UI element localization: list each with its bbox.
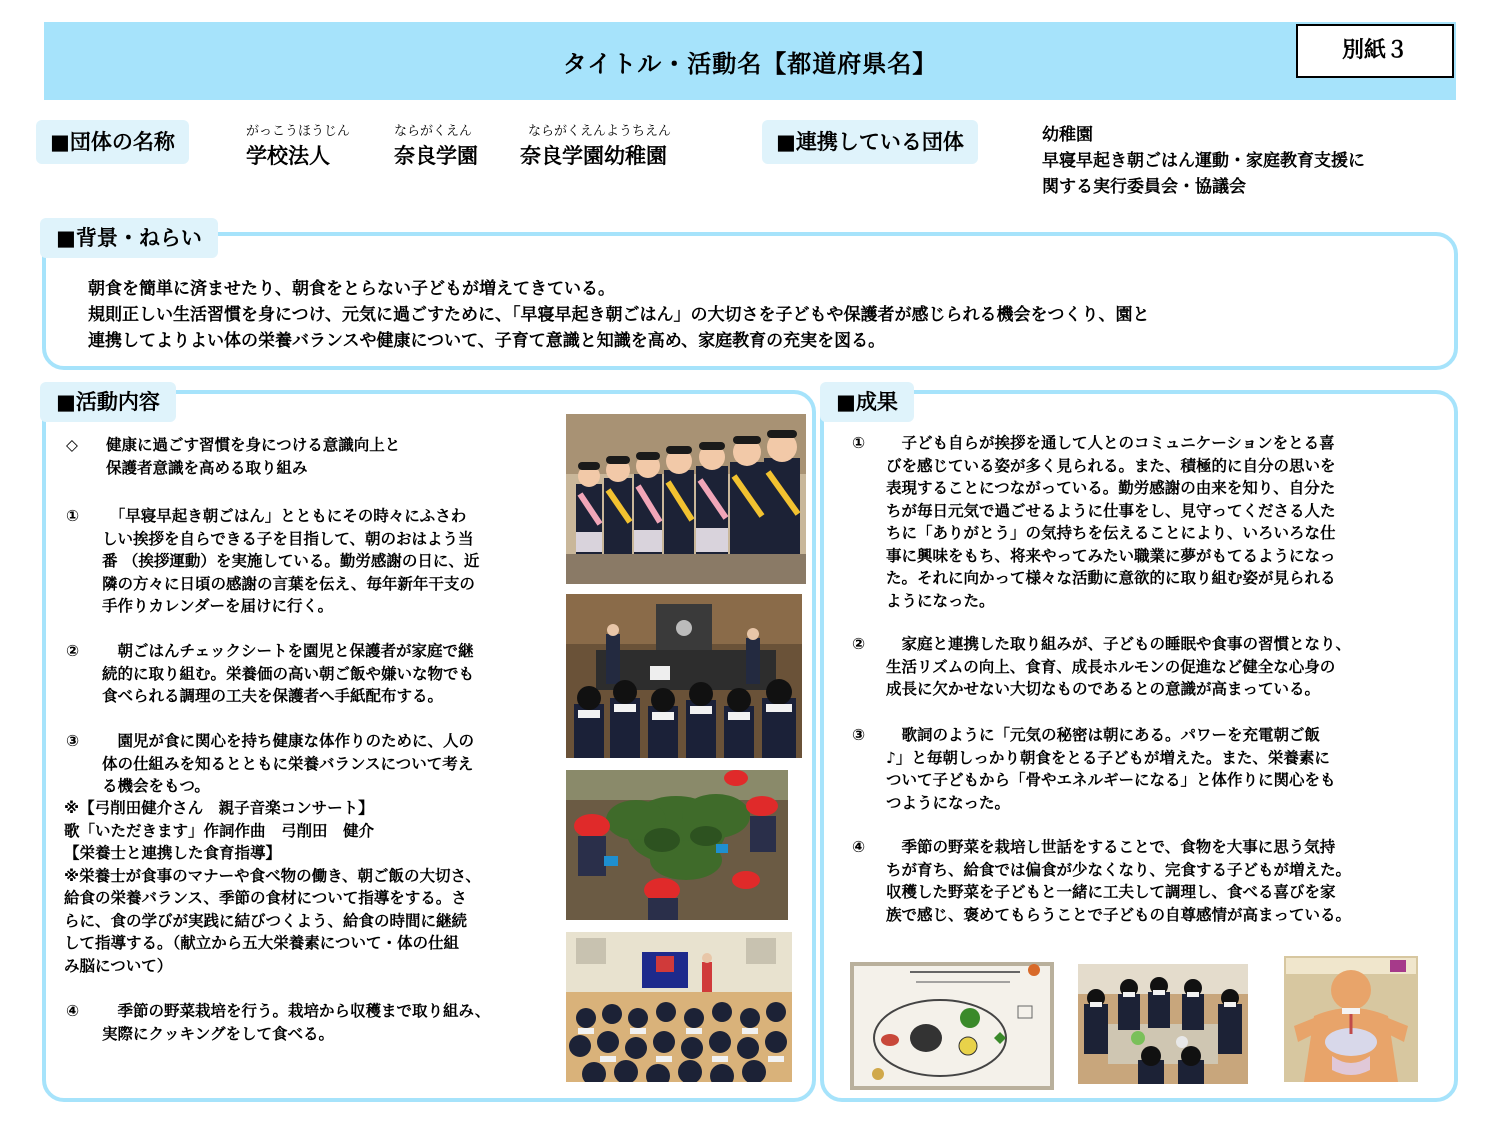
item-line: 手作りカレンダーを届けに行く。 [102,597,334,615]
item-line: 隣の方々に日頃の感謝の言葉を伝え、毎年新年干支の [102,574,475,593]
item-number: ④ [852,838,866,856]
note-line: み脳について） [64,956,173,975]
item-line: つようになった。 [886,793,1011,812]
org-ruby-3: ならがくえんようちえん [528,124,672,139]
note-line: して指導する。（献立から五大栄養素について・体の仕組 [64,934,459,952]
item-line: 実際にクッキングをして食べる。 [102,1024,335,1043]
note-line: 【栄養士と連携した食育指導】 [64,844,282,862]
item-line: 季節の野菜栽培を行う。栽培から収穫まで取り組み、 [102,1002,491,1020]
activities-label: ■活動内容 [40,382,176,422]
item-line: ♪」と毎朝しっかり朝食をとる子どもが増えた。また、栄養素に [886,748,1330,767]
item-line: 番 （挨拶運動）を実施している。勤労感謝の日に、近 [102,552,480,570]
org-name-label: ■団体の名称 [36,120,189,164]
item-number: ③ [66,732,80,750]
org-name-1: 学校法人 [246,144,330,168]
item-number: ② [66,642,80,660]
org-name-3: 奈良学園幼稚園 [520,144,667,168]
org-ruby-1: がっこうほうじん [246,124,351,139]
item-line: ようになった。 [886,591,995,610]
partner-line: 幼稚園 [1042,125,1093,145]
activity-item-2 [66,640,474,708]
activities-intro [66,434,400,479]
item-line: 体の仕組みを知るとともに栄養バランスについて考え [102,754,474,773]
item-line: 続的に取り組む。栄養価の高い朝ご飯や嫌いな物でも [102,664,475,683]
partner-line: 関する実行委員会・協議会 [1042,177,1246,197]
item-number: ③ [852,726,866,744]
item-line: 家庭と連携した取り組みが、子どもの睡眠や食事の習慣となり、 [886,635,1352,653]
note-line: ※【弓削田健介さん 親子音楽コンサート】 [64,799,374,817]
item-line: ちに「ありがとう」の気持ちを伝えることにより、いろいろな仕 [886,524,1336,542]
item-line: びを感じている姿が多く見られる。また、積極的に自分の思いを [886,456,1336,475]
item-line: ちが育ち、給食では偏食が少なくなり、完食する子どもが増えた。 [886,860,1352,879]
note-line: 歌「いただきます」作詞作曲 弓削田 健介 [64,821,375,840]
photo-office-visit [566,594,802,758]
background-label: ■背景・ねらい [40,218,218,258]
item-line: た。それに向かって様々な活動に意欲的に取り組む姿が見られる [886,569,1336,587]
photo-concert-hall [566,932,792,1082]
background-text [88,276,1149,354]
background-line: 朝食を簡単に済ませたり、朝食をとらない子どもが増えてきている。 [88,279,615,299]
item-line: 事に興味をもち、将来やってみたい職業に夢がもてるようになっ [886,546,1336,565]
intro-mark: ◇ [66,436,78,454]
partners-list [1042,122,1365,200]
item-line: 生活リズムの向上、食育、成長ホルモンの促進など健全な心身の [886,657,1336,676]
item-line: 歌詞のように「元気の秘密は朝にある。パワーを充電朝ご飯 [886,726,1321,744]
item-number: ② [852,635,866,653]
note-line: らに、食の学びが実践に結びつくよう、給食の時間に継続 [64,911,468,930]
photo-children-greeting [566,414,806,584]
photo-cooking-class [1078,964,1248,1084]
intro-line: 保護者意識を高める取り組み [106,458,308,477]
results-label: ■成果 [820,382,914,422]
page-title: タイトル・活動名【都道府県名】 [562,50,938,78]
org-name-2: 奈良学園 [394,144,478,168]
item-line: ちが毎日元気で過ごせるように仕事をし、見守ってくださる人た [886,501,1336,520]
photo-body-picture-book [1284,956,1418,1082]
item-line: る機会をもつ。 [102,777,210,795]
item-line: 族で感じ、褒めてもらうことで子どもの自尊感情が高まっている。 [886,905,1352,924]
attachment-badge: 別紙３ [1296,24,1454,78]
item-line: 季節の野菜を栽培し世話をすることで、食物を大事に思う気持 [886,838,1336,856]
item-line: 表現することにつながっている。勤労感謝の由来を知り、自分た [886,479,1336,497]
item-number: ① [852,434,866,452]
activity-item-3 [66,730,474,798]
note-line: 給食の栄養バランス、季節の食材について指導をする。さ [64,889,467,907]
intro-line: 健康に過ごす習慣を身につける意識向上と [106,436,401,454]
result-item-4 [852,836,1351,926]
result-item-1 [852,432,1336,612]
item-line: ついて子どもから「骨やエネルギーになる」と体作りに関心をも [886,771,1336,789]
item-line: 園児が食に関心を持ち健康な体作りのために、人の [102,732,475,750]
result-item-2 [852,633,1351,701]
background-line: 規則正しい生活習慣を身につけ、元気に過ごすために、「早寝早起き朝ごはん」の大切さを子どもや保護者が感じられる機会をつくり、園と [88,305,1150,325]
item-line: 成長に欠かせない大切なものであるとの意識が高まっている。 [886,680,1321,698]
org-ruby-2: ならがくえん [394,124,473,139]
background-line: 連携してよりよい体の栄養バランスや健康について、子育て意識と知識を高め、家庭教育の充実を図る。 [88,331,886,351]
item-line: しい挨拶を自らできる子を目指して、朝のおはよう当 [102,529,474,548]
activity-item-1 [66,505,479,618]
partner-line: 早寝早起き朝ごはん運動・家庭教育支援に [1042,151,1365,171]
item-line: 収穫した野菜を子どもと一緒に工夫して調理し、食べる喜びを家 [886,883,1336,901]
item-number: ④ [66,1002,80,1020]
photo-breakfast-drawing [850,962,1054,1090]
item-line: 子ども自らが挨拶を通して人とのコミュニケーションをとる喜 [886,434,1335,452]
header-bar [44,22,1456,100]
note-line: ※栄養士が食事のマナーや食べ物の働き、朝ご飯の大切さ、 [64,866,481,885]
item-number: ① [66,507,80,525]
result-item-3 [852,724,1336,814]
photo-vegetable-garden [566,770,788,920]
activity-item-4 [66,1000,490,1045]
item-line: 食べられる調理の工夫を保護者へ手紙配布する。 [102,687,444,705]
activity-notes [64,797,481,977]
partners-label: ■連携している団体 [762,120,978,164]
item-line: 「早寝早起き朝ごはん」とともにその時々にふさわ [102,507,467,525]
item-line: 朝ごはんチェックシートを園児と保護者が家庭で継 [102,642,474,660]
